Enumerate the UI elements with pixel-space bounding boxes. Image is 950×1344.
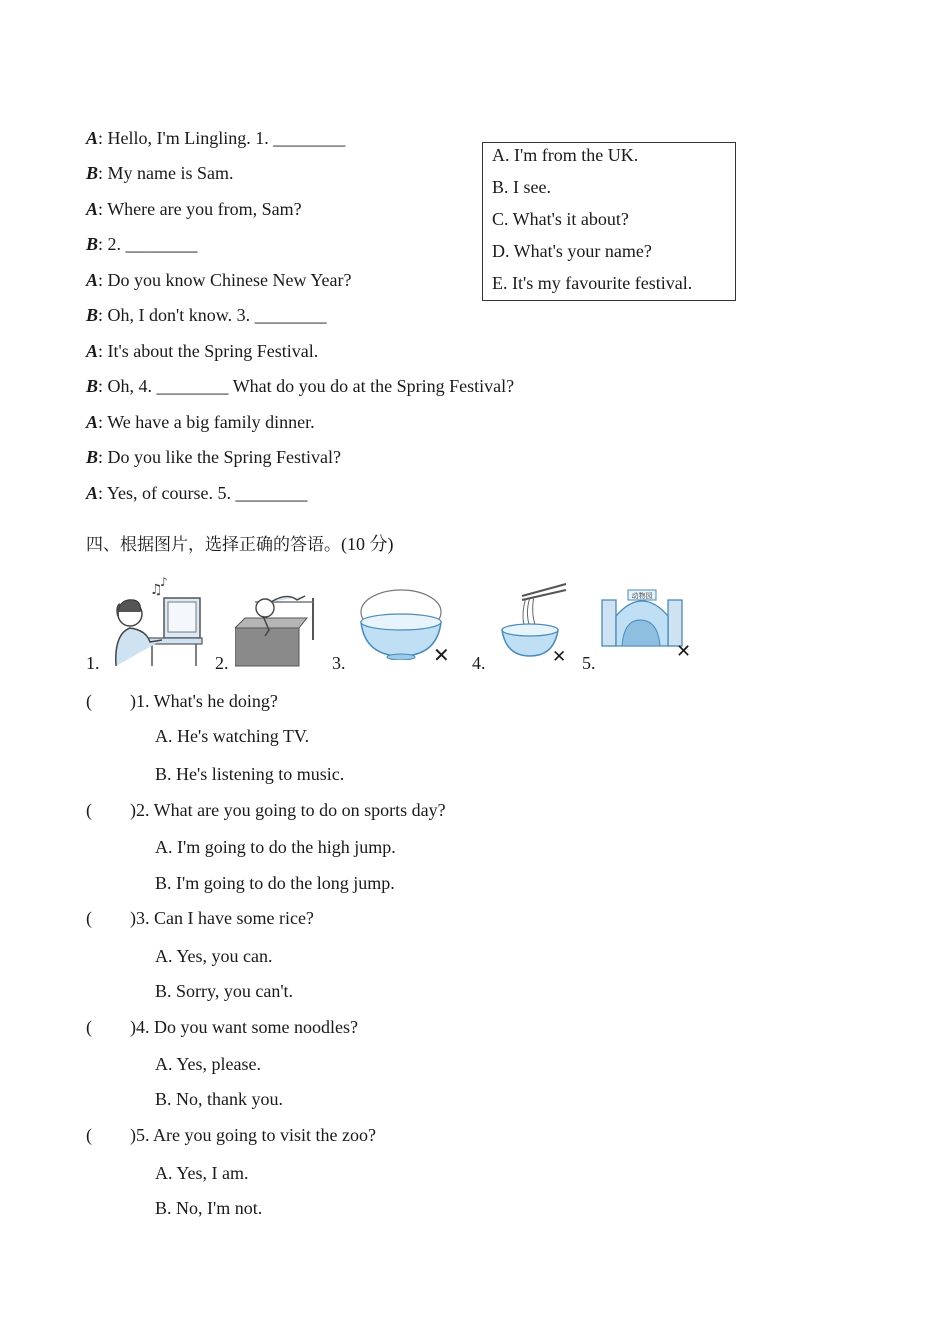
zoo-gate-icon	[600, 586, 684, 648]
dialogue-line	[86, 482, 308, 504]
speaker: A	[86, 341, 99, 361]
svg-text:♪: ♪	[160, 576, 168, 589]
answer-blank-close: )	[130, 908, 136, 928]
question-text: 1. What's he doing?	[136, 691, 278, 711]
speaker: A	[86, 128, 99, 148]
dialogue-line	[86, 127, 345, 149]
option-item: C. What's it about?	[492, 209, 629, 229]
dialogue-text: : Yes, of course. 5. ________	[98, 483, 308, 503]
section-heading-text: 四、根据图片，选择正确的答语。	[86, 535, 341, 555]
options-box	[482, 142, 736, 301]
question-text: 4. Do you want some noodles?	[136, 1017, 358, 1037]
boy-listening-music-icon	[106, 576, 204, 668]
dialogue-line	[86, 446, 341, 468]
dialogue-line	[86, 340, 318, 362]
dialogue-line	[86, 233, 198, 255]
question-text: 3. Can I have some rice?	[136, 908, 314, 928]
section-heading	[86, 530, 394, 556]
answer-option-a: A. Yes, you can.	[155, 946, 273, 966]
dialogue-text: : Where are you from, Sam?	[98, 199, 302, 219]
question	[86, 1124, 376, 1146]
answer-option-a: A. He's watching TV.	[155, 726, 310, 746]
cross-mark: ✕	[433, 643, 450, 667]
section-points: (10 分)	[341, 534, 394, 554]
picture-number: 2.	[215, 653, 229, 673]
answer-option-b: B. No, I'm not.	[155, 1198, 263, 1218]
answer-option-b: B. I'm going to do the long jump.	[155, 873, 395, 893]
answer-option-b: B. He's listening to music.	[155, 764, 345, 784]
dialogue-line	[86, 162, 234, 184]
svg-text:♫: ♫	[150, 582, 163, 598]
speaker: B	[86, 234, 99, 254]
question-text: 2. What are you going to do on sports day?	[136, 800, 446, 820]
speaker: B	[86, 376, 99, 396]
dialogue-line	[86, 375, 514, 397]
high-jump-icon	[235, 580, 323, 668]
answer-blank-open: (	[86, 691, 92, 711]
speaker: B	[86, 163, 99, 183]
speaker: A	[86, 199, 99, 219]
answer-blank-open: (	[86, 800, 92, 820]
question-text: 5. Are you going to visit the zoo?	[136, 1125, 376, 1145]
option-item: A. I'm from the UK.	[492, 145, 639, 165]
answer-option-a: A. Yes, I am.	[155, 1163, 249, 1183]
zoo-sign: 动物园	[631, 592, 653, 600]
question	[86, 799, 446, 821]
dialogue-line	[86, 269, 351, 291]
option-item: B. I see.	[492, 177, 551, 197]
dialogue-text: : It's about the Spring Festival.	[98, 341, 319, 361]
question	[86, 907, 314, 929]
answer-blank-open: (	[86, 1017, 92, 1037]
answer-blank-close: )	[130, 691, 136, 711]
option-item: D. What's your name?	[492, 241, 652, 261]
answer-blank-close: )	[130, 1017, 136, 1037]
answer-option-b: B. No, thank you.	[155, 1089, 283, 1109]
picture-number: 5.	[582, 653, 596, 673]
dialogue-text: : Hello, I'm Lingling. 1. ________	[98, 128, 346, 148]
picture-number: 4.	[472, 653, 486, 673]
answer-option-b: B. Sorry, you can't.	[155, 981, 294, 1001]
dialogue-text: : Do you know Chinese New Year?	[98, 270, 352, 290]
question	[86, 690, 278, 712]
dialogue-text: : Do you like the Spring Festival?	[98, 447, 341, 467]
cross-mark: ✕	[676, 641, 692, 662]
answer-blank-close: )	[130, 1125, 136, 1145]
dialogue-text: : Oh, 4. ________ What do you do at the Spring Festival?	[98, 376, 515, 396]
answer-blank-open: (	[86, 908, 92, 928]
speaker: A	[86, 483, 99, 503]
speaker: A	[86, 270, 99, 290]
option-item: E. It's my favourite festival.	[492, 273, 693, 293]
rice-bowl-icon	[357, 582, 445, 660]
answer-option-a: A. I'm going to do the high jump.	[155, 837, 396, 857]
answer-option-a: A. Yes, please.	[155, 1054, 261, 1074]
dialogue-text: : Oh, I don't know. 3. ________	[98, 305, 327, 325]
picture-number: 3.	[332, 653, 346, 673]
speaker: B	[86, 447, 99, 467]
speaker: B	[86, 305, 99, 325]
dialogue-line	[86, 198, 302, 220]
cross-mark: ✕	[552, 647, 567, 667]
dialogue-line	[86, 411, 315, 433]
dialogue-text: : My name is Sam.	[98, 163, 234, 183]
dialogue-text: : 2. ________	[98, 234, 198, 254]
question	[86, 1016, 358, 1038]
answer-blank-open: (	[86, 1125, 92, 1145]
answer-blank-close: )	[130, 800, 136, 820]
speaker: A	[86, 412, 99, 432]
dialogue-line	[86, 304, 327, 326]
picture-number: 1.	[86, 653, 100, 673]
dialogue-text: : We have a big family dinner.	[98, 412, 315, 432]
